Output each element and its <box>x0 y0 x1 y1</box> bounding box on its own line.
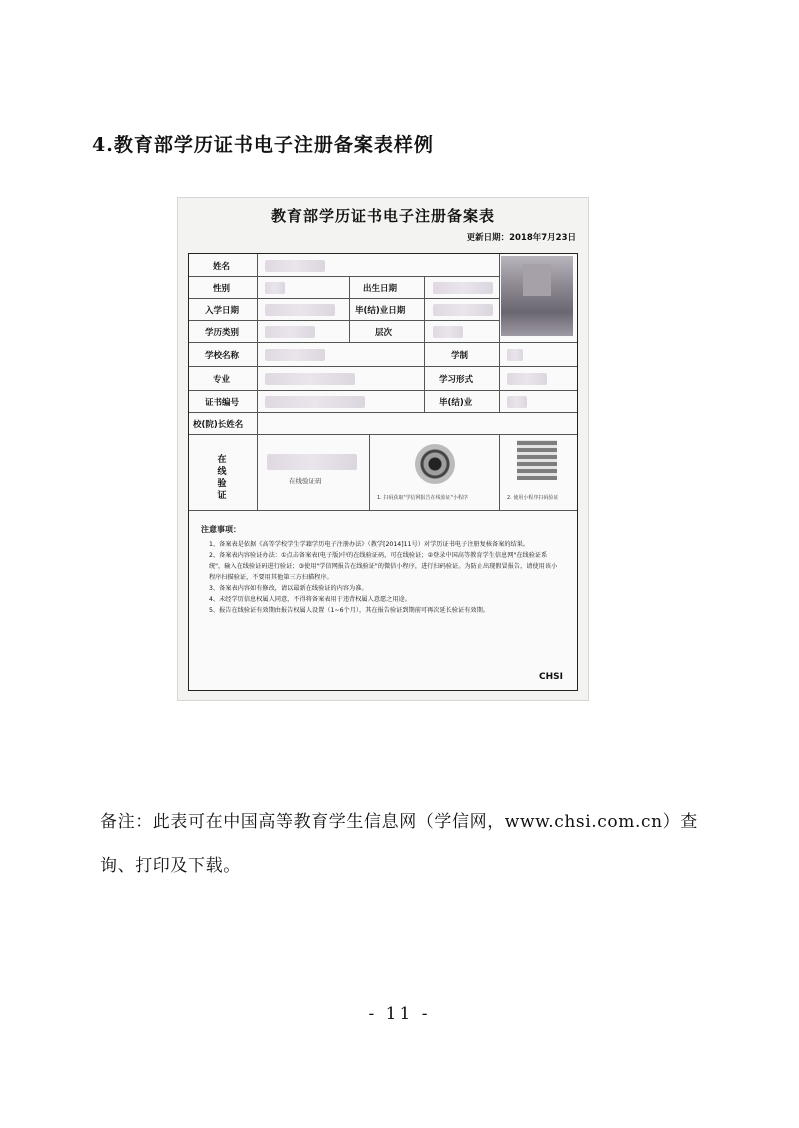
note-item: 4、未经学历信息权属人同意，不得将备案表用于违背权属人意愿之用途。 <box>209 596 411 603</box>
page-number: - 11 - <box>368 1004 431 1024</box>
section-heading: 4.教育部学历证书电子注册备案表样例 <box>92 134 434 156</box>
label-edu-type: 学历类别 <box>205 328 240 338</box>
note-item: 2、备案表内容验证办法：①点击备案表(电子版)中的在线验证码，可在线验证；②登录中国高等教育学生信息网"在线验证系统"，输入在线验证码进行验证；③使用"学信网报告在线验证"的微信小程序，进行扫码验证。为防止出现假冒报告，请使用该小程序扫描验证，不要用其他第三方扫描程序。 <box>209 552 558 581</box>
form-title: 教育部学历证书电子注册备案表 <box>270 207 495 225</box>
label-birth-date: 出生日期 <box>363 284 398 294</box>
remark-text: 备注：此表可在中国高等教育学生信息网（学信网，www.chsi.com.cn）查询、打印及下载。 <box>100 812 698 876</box>
blurred-value <box>265 373 355 385</box>
row-divider <box>189 276 499 277</box>
blurred-value <box>433 326 463 338</box>
col-divider <box>257 254 258 434</box>
label-school: 学校名称 <box>205 351 240 361</box>
qr-caption-1: 1. 扫码获取"学信网报告在线验证"小程序 <box>377 495 468 501</box>
col-divider <box>349 276 350 342</box>
col-divider <box>499 342 500 412</box>
col-divider <box>257 434 258 510</box>
blurred-value <box>433 282 493 294</box>
note-item: 3、备案表内容如有修改，请以最新在线验证的内容为准。 <box>209 585 368 592</box>
row-divider <box>189 342 577 343</box>
col-divider <box>499 434 500 510</box>
blurred-value <box>433 304 493 316</box>
label-level: 层次 <box>375 328 393 338</box>
col-divider <box>424 342 425 412</box>
row-divider <box>189 434 577 435</box>
label-study-form: 学习形式 <box>439 375 474 385</box>
qr-caption-2: 2. 使用小程序扫码验证 <box>507 495 559 501</box>
blurred-value <box>507 349 523 361</box>
label-verify: 在线验证 <box>217 455 227 501</box>
col-divider <box>499 254 500 342</box>
online-code-caption: 在线验证码 <box>289 477 322 485</box>
label-duration: 学制 <box>451 351 469 361</box>
row-divider <box>189 320 499 321</box>
row-divider <box>189 510 577 511</box>
row-divider <box>189 298 499 299</box>
label-grad-status: 毕(结)业 <box>439 398 473 408</box>
update-date: 更新日期：2018年7月23日 <box>466 233 576 243</box>
notes-title: 注意事项： <box>201 525 241 534</box>
form-sample-image <box>178 198 588 700</box>
blurred-value <box>265 282 285 294</box>
note-item: 5、报告在线验证有效期由报告权属人设置（1~6个月），其在报告验证到期前可再次延长验证有效期。 <box>209 607 489 614</box>
row-divider <box>189 412 577 413</box>
label-grad-date: 毕(结)业日期 <box>355 306 406 316</box>
wechat-miniprogram-qr <box>415 444 455 484</box>
form-table <box>188 253 578 691</box>
note-item: 1、备案表是依据《高等学校学生学籍学历电子注册办法》（教学[2014]11号）对学历证书电子注册复核备案的结果。 <box>209 541 530 548</box>
label-president: 校(院)长姓名 <box>193 420 244 430</box>
blurred-value <box>265 326 315 338</box>
blurred-value <box>265 349 325 361</box>
blurred-value <box>265 304 335 316</box>
label-cert-no: 证书编号 <box>205 398 240 408</box>
notes-section <box>201 524 561 616</box>
blurred-value <box>265 396 365 408</box>
label-gender: 性别 <box>213 284 231 294</box>
label-name: 姓名 <box>213 262 231 272</box>
blurred-value <box>507 396 527 408</box>
blurred-value <box>507 373 547 385</box>
row-divider <box>189 390 577 391</box>
photo-placeholder <box>501 256 573 336</box>
col-divider <box>369 434 370 510</box>
label-enroll-date: 入学日期 <box>205 306 240 316</box>
row-divider <box>189 366 577 367</box>
chsi-logo: CHSI <box>539 672 563 682</box>
photo-face <box>523 264 551 296</box>
label-major: 专业 <box>213 375 231 385</box>
blurred-value <box>267 454 357 470</box>
col-divider <box>424 276 425 342</box>
blurred-value <box>265 260 325 272</box>
verification-qr-code <box>517 440 557 480</box>
